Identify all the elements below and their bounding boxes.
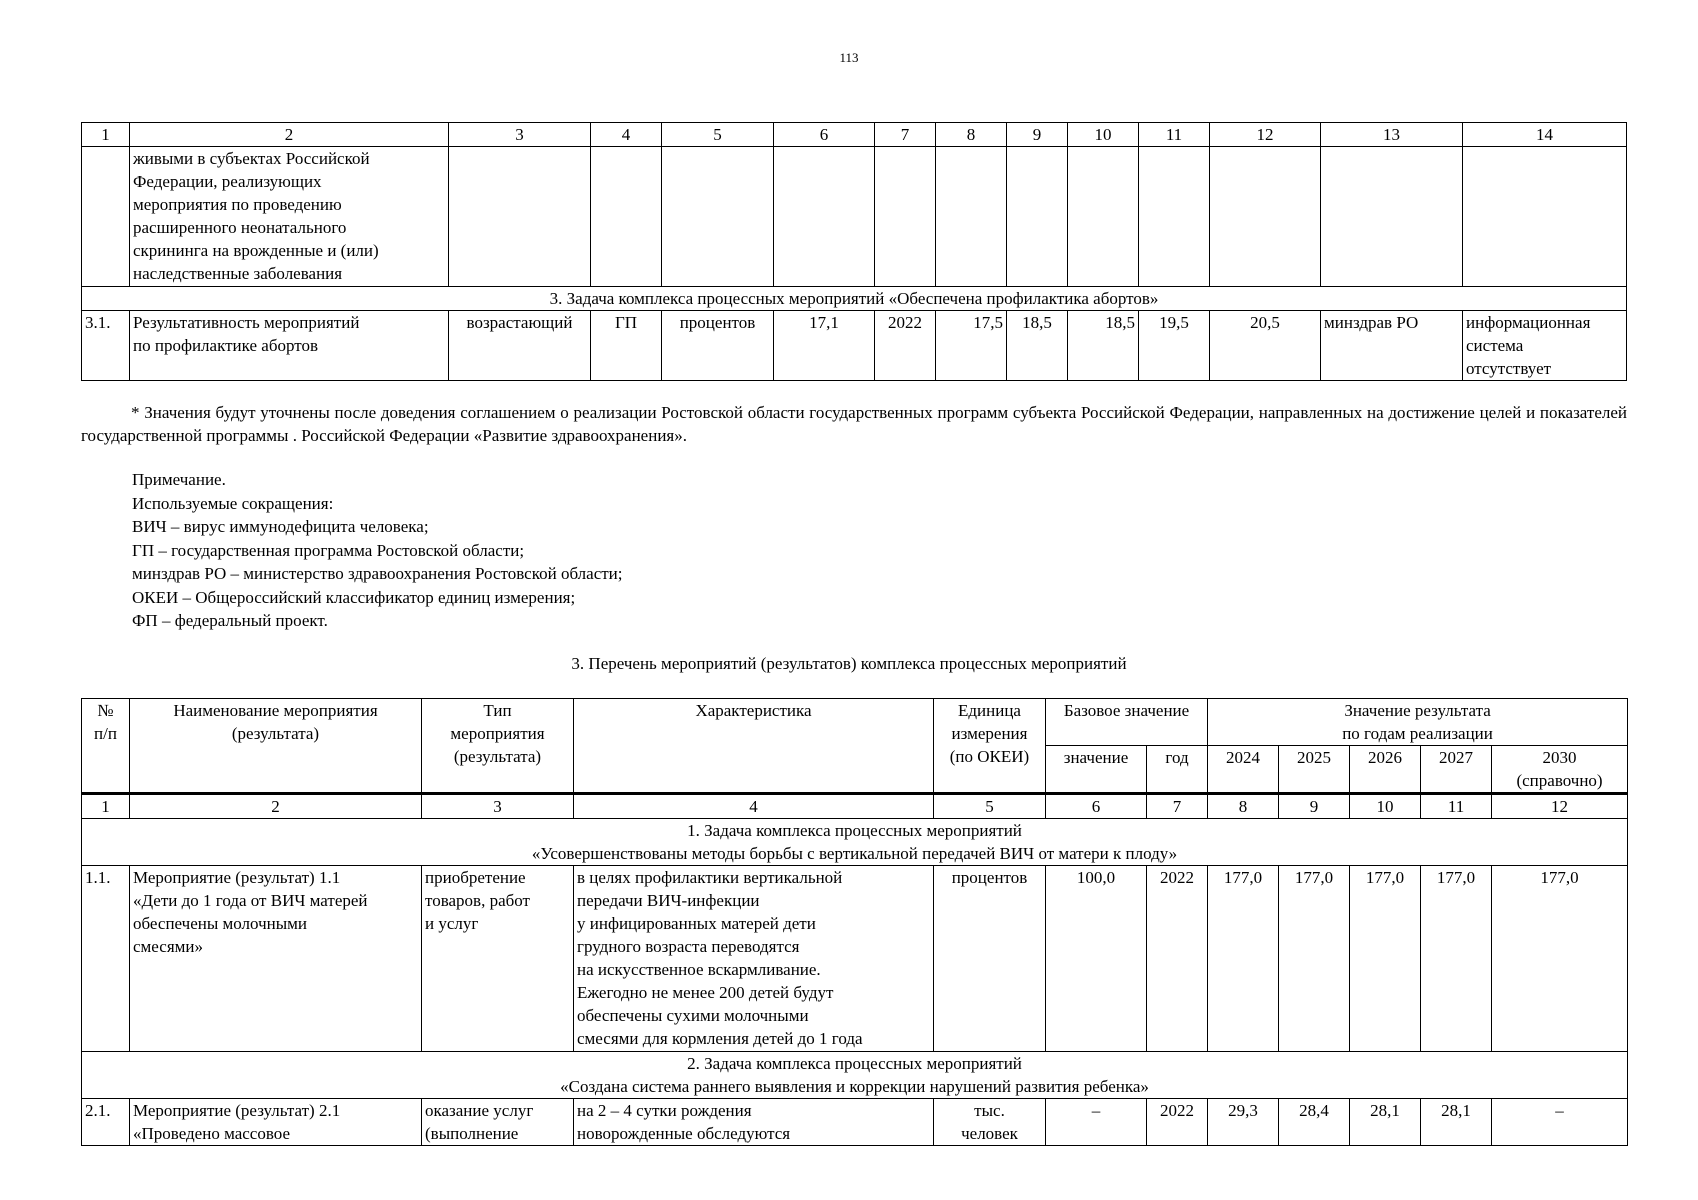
col-num: 2 [130,123,449,147]
col-num: 4 [591,123,662,147]
value-2026: 28,1 [1350,1099,1421,1146]
table-row [82,311,1627,381]
col-num: 10 [1350,794,1421,819]
header-row [82,699,1628,746]
header-year-2025: 2025 [1279,746,1350,794]
base-value: 100,0 [1046,866,1147,1052]
header-year-2030: 2030 (справочно) [1492,746,1628,794]
level: ГП [591,311,662,381]
col-num: 7 [875,123,936,147]
table-row [82,866,1628,1052]
unit: тыс. человек [934,1099,1046,1146]
info-system: информационная система отсутствует [1463,311,1627,381]
measures-table [81,698,1628,1146]
measure-name: Мероприятие (результат) 2.1 «Проведено массовое [130,1099,422,1146]
col-num: 2 [130,794,422,819]
continuation-text: живыми в субъектах Российской Федерации, реализующих мероприятия по проведению расширенного неонатального скрининга на врожденные и (или) наследственные заболевания [130,147,449,287]
value: 18,5 [1007,311,1068,381]
value-2030: – [1492,1099,1628,1146]
header-year: год [1147,746,1208,794]
direction: возрастающий [449,311,591,381]
page-number: 113 [839,50,859,65]
col-num: 9 [1007,123,1068,147]
col-num: 10 [1068,123,1139,147]
row-number: 3.1. [82,311,130,381]
task-section-title: 1. Задача комплекса процессных мероприятий «Усовершенствованы методы борьбы с вертикальной передачей ВИЧ от матери к плоду» [82,819,1628,866]
value-2024: 177,0 [1208,866,1279,1052]
value: 17,5 [936,311,1007,381]
col-num: 5 [934,794,1046,819]
col-num: 9 [1279,794,1350,819]
header-type: Тип мероприятия (результата) [422,699,574,794]
unit: процентов [934,866,1046,1052]
task-section-row [82,1052,1628,1099]
unit: процентов [662,311,774,381]
base-year: 2022 [875,311,936,381]
note-line: ВИЧ – вирус иммунодефицита человека; [132,517,429,536]
header-result: Значение результата по годам реализации [1208,699,1628,746]
value-2025: 28,4 [1279,1099,1350,1146]
task-section-title: 3. Задача комплекса процессных мероприятий «Обеспечена профилактика абортов» [82,287,1627,311]
base-year: 2022 [1147,866,1208,1052]
characteristic: в целях профилактики вертикальной передачи ВИЧ-инфекции у инфицированных матерей дети грудного возраста переводятся на искусственное вскармливание. Ежегодно не менее 200 детей будут обеспечены сухими молочными смесями для кормления детей до 1 года [574,866,934,1052]
value-2026: 177,0 [1350,866,1421,1052]
task-section-row [82,287,1627,311]
note-line: ГП – государственная программа Ростовской области; [132,540,525,560]
base-value: – [1046,1099,1147,1146]
measure-type: приобретение товаров, работ и услуг [422,866,574,1052]
col-num: 6 [774,123,875,147]
header-name: Наименование мероприятия (результата) [130,699,422,794]
value-2030: 177,0 [1492,866,1628,1052]
value: 20,5 [1210,311,1321,381]
value: 19,5 [1139,311,1210,381]
base-value: 17,1 [774,311,875,381]
col-num: 8 [1208,794,1279,819]
continuation-row [82,147,1627,287]
value-2027: 177,0 [1421,866,1492,1052]
header-value: значение [1046,746,1147,794]
header-year-2027: 2027 [1421,746,1492,794]
note-line: Используемые сокращения: [132,493,334,513]
header-characteristic: Характеристика [574,699,934,794]
col-num: 8 [936,123,1007,147]
value-2025: 177,0 [1279,866,1350,1052]
col-num: 4 [574,794,934,819]
col-num: 13 [1321,123,1463,147]
note-line: Примечание. [132,470,226,489]
col-num: 1 [82,794,130,819]
col-num: 14 [1463,123,1627,147]
row-number: 1.1. [82,866,130,1052]
header-unit: Единица измерения (по ОКЕИ) [934,699,1046,794]
col-num: 11 [1421,794,1492,819]
task-section-row [82,819,1628,866]
value: 18,5 [1068,311,1139,381]
note-line: ОКЕИ – Общероссийский классификатор единиц измерения; [132,587,576,607]
col-num: 7 [1147,794,1208,819]
col-num: 12 [1210,123,1321,147]
indicators-table [81,122,1627,381]
section-title: 3. Перечень мероприятий (результатов) комплекса процессных мероприятий [571,654,1127,673]
header-year-2024: 2024 [1208,746,1279,794]
col-num: 1 [82,123,130,147]
table-row [82,1099,1628,1146]
header-base: Базовое значение [1046,699,1208,746]
base-year: 2022 [1147,1099,1208,1146]
task-section-title: 2. Задача комплекса процессных мероприятий «Создана система раннего выявления и коррекции нарушений развития ребенка» [82,1052,1628,1099]
row-number: 2.1. [82,1099,130,1146]
measure-name: Мероприятие (результат) 1.1 «Дети до 1 года от ВИЧ матерей обеспечены молочными смесями» [130,866,422,1052]
value-2024: 29,3 [1208,1099,1279,1146]
note-line: ФП – федеральный проект. [132,611,328,630]
col-num: 3 [422,794,574,819]
value-2027: 28,1 [1421,1099,1492,1146]
col-num: 12 [1492,794,1628,819]
note-line: минздрав РО – министерство здравоохранения Ростовской области; [132,564,623,583]
column-number-row [82,123,1627,147]
header-num: № п/п [82,699,130,794]
footnote: * Значения будут уточнены после доведения соглашением о реализации Ростовской области государственных программ субъекта Российской Федерации, направленных на достижение целей и показателей государственной программы . Российской Федерации «Развитие здравоохранения». [81,403,1627,445]
measure-type: оказание услуг (выполнение [422,1099,574,1146]
notes-block [132,468,623,633]
col-num: 3 [449,123,591,147]
characteristic: на 2 – 4 сутки рождения новорожденные обследуются [574,1099,934,1146]
header-year-2026: 2026 [1350,746,1421,794]
responsible: минздрав РО [1321,311,1463,381]
indicator-name: Результативность мероприятий по профилактике абортов [130,311,449,381]
column-number-row [82,794,1628,819]
col-num: 6 [1046,794,1147,819]
col-num: 5 [662,123,774,147]
col-num: 11 [1139,123,1210,147]
